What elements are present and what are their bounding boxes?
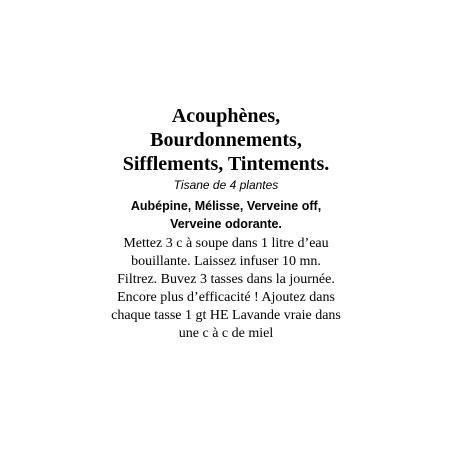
title-line: Acouphènes, bbox=[171, 105, 281, 127]
instruction-line: Filtrez. Buvez 3 tasses dans la journée. bbox=[117, 272, 335, 287]
instruction-line: chaque tasse 1 gt HE Lavande vraie dans bbox=[111, 308, 341, 323]
instruction-line: bouillante. Laissez infuser 10 mn. bbox=[131, 254, 321, 269]
title-line: Sifflements, Tintements. bbox=[122, 153, 330, 175]
remedy-subtitle: Tisane de 4 plantes bbox=[173, 178, 279, 192]
plant-list bbox=[0, 197, 452, 233]
plant-list-line: Aubépine, Mélisse, Verveine off, bbox=[130, 199, 322, 213]
instruction-line: une c à c de miel bbox=[178, 326, 274, 341]
instruction-line: Mettez 3 c à soupe dans 1 litre d’eau bbox=[123, 236, 329, 251]
recipe-card bbox=[0, 104, 452, 343]
instructions bbox=[0, 235, 452, 343]
title-line: Bourdonnements, bbox=[150, 129, 302, 151]
instruction-line: Encore plus d’efficacité ! Ajoutez dans bbox=[117, 290, 335, 305]
remedy-title bbox=[0, 104, 452, 176]
plant-list-line: Verveine odorante. bbox=[170, 217, 282, 231]
